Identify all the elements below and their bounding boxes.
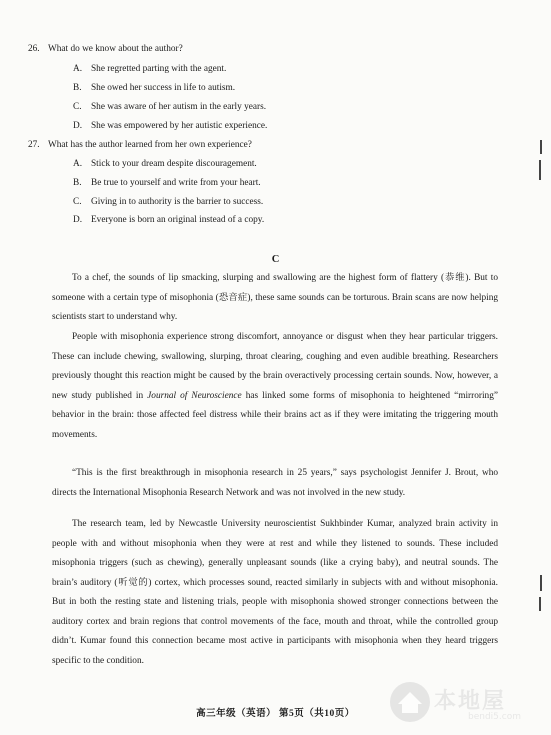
paragraph-4-text: The research team, led by Newcastle University neuroscientist Sukhbinder Kumar, analyzed brain activity in people with and without misophonia when they were at rest and while they listened to sounds. These included misophonia triggers (such as chewing), generally unpleasant sounds (like a crying baby), and neutral sounds. The brain’s auditory (听觉的) cortex, which processes sound, reacted similarly in subjects with and without misophonia. But in both the resting state and listening trials, people with misophonia showed stronger connections between the auditory cortex and brain regions that control movements of the face, mouth and throat, while the controlled group didn’t. Kumar found this connection became most active in participants with misophonia when they heard triggers specific to the condition. [52, 519, 498, 666]
paragraph-2-text-a: People with misophonia experience strong discomfort, annoyance or disgust when they hear particular triggers. These can include chewing, swallowing, slurping, throat clearing, coughing and even audible breathing. Researchers previously thought this reaction might be caused by the brain overactively processing certain sounds. Now, however, a new study published in [52, 332, 498, 401]
journal-title: Journal of Neuroscience [147, 390, 242, 401]
option-text: She owed her success in life to autism. [91, 83, 236, 93]
watermark-text: 本地屋 [434, 689, 507, 714]
option-text: Stick to your dream despite discouragement. [91, 159, 257, 169]
option-letter: A. [73, 159, 83, 169]
question-27-stem [28, 139, 252, 151]
option-27-d [73, 214, 264, 226]
option-26-a [73, 63, 226, 75]
watermark-logo [388, 676, 538, 731]
option-26-b [73, 82, 235, 94]
option-text: Giving in to authority is the barrier to success. [91, 197, 264, 207]
option-letter: B. [73, 83, 82, 93]
question-number: 27. [28, 140, 40, 150]
question-text: What do we know about the author? [48, 44, 183, 54]
binding-mark [540, 575, 542, 591]
option-letter: D. [73, 215, 83, 225]
option-text: She regretted parting with the agent. [91, 64, 227, 74]
binding-mark [540, 140, 542, 154]
option-letter: A. [73, 64, 83, 74]
binding-mark [539, 597, 541, 611]
option-text: She was aware of her autism in the early years. [91, 102, 267, 112]
paragraph-3 [52, 464, 498, 503]
option-letter: C. [73, 102, 82, 112]
question-text: What has the author learned from her own experience? [48, 140, 252, 150]
paragraph-1 [52, 269, 498, 328]
option-27-b [73, 177, 261, 189]
paragraph-2-text-b: has linked some forms of misophonia to heightened “mirroring” behavior in the brain: those affected feel distress while their brains act as if they were imitating the triggering mouth movements. [52, 390, 498, 440]
option-26-c [73, 101, 266, 113]
question-number: 26. [28, 44, 40, 54]
watermark-url: bendi5.com [468, 712, 521, 722]
house-icon [388, 680, 432, 724]
paragraph-4 [52, 515, 498, 671]
page-footer: 高三年级（英语） 第5页（共10页） [196, 709, 355, 719]
option-letter: C. [73, 197, 82, 207]
binding-mark [539, 160, 541, 180]
section-heading: C [271, 254, 280, 265]
option-26-d [73, 120, 267, 132]
question-26-stem [28, 43, 183, 55]
option-27-a [73, 158, 257, 170]
option-letter: B. [73, 178, 82, 188]
option-27-c [73, 196, 263, 208]
paragraph-2 [52, 328, 498, 445]
paragraph-1-text: To a chef, the sounds of lip smacking, slurping and swallowing are the highest form of flattery (恭维). But to someone with a certain type of misophonia (恐音症), these same sounds can be torturous. Brain scans are now helping scientists start to understand why. [52, 273, 498, 323]
option-letter: D. [73, 121, 83, 131]
option-text: Be true to yourself and write from your heart. [91, 178, 261, 188]
paragraph-3-text: “This is the first breakthrough in misophonia research in 25 years,” says psychologist Jennifer J. Brout, who directs the International Misophonia Research Network and was not involved in the new study. [52, 468, 498, 498]
option-text: Everyone is born an original instead of a copy. [91, 215, 265, 225]
option-text: She was empowered by her autistic experience. [91, 121, 268, 131]
